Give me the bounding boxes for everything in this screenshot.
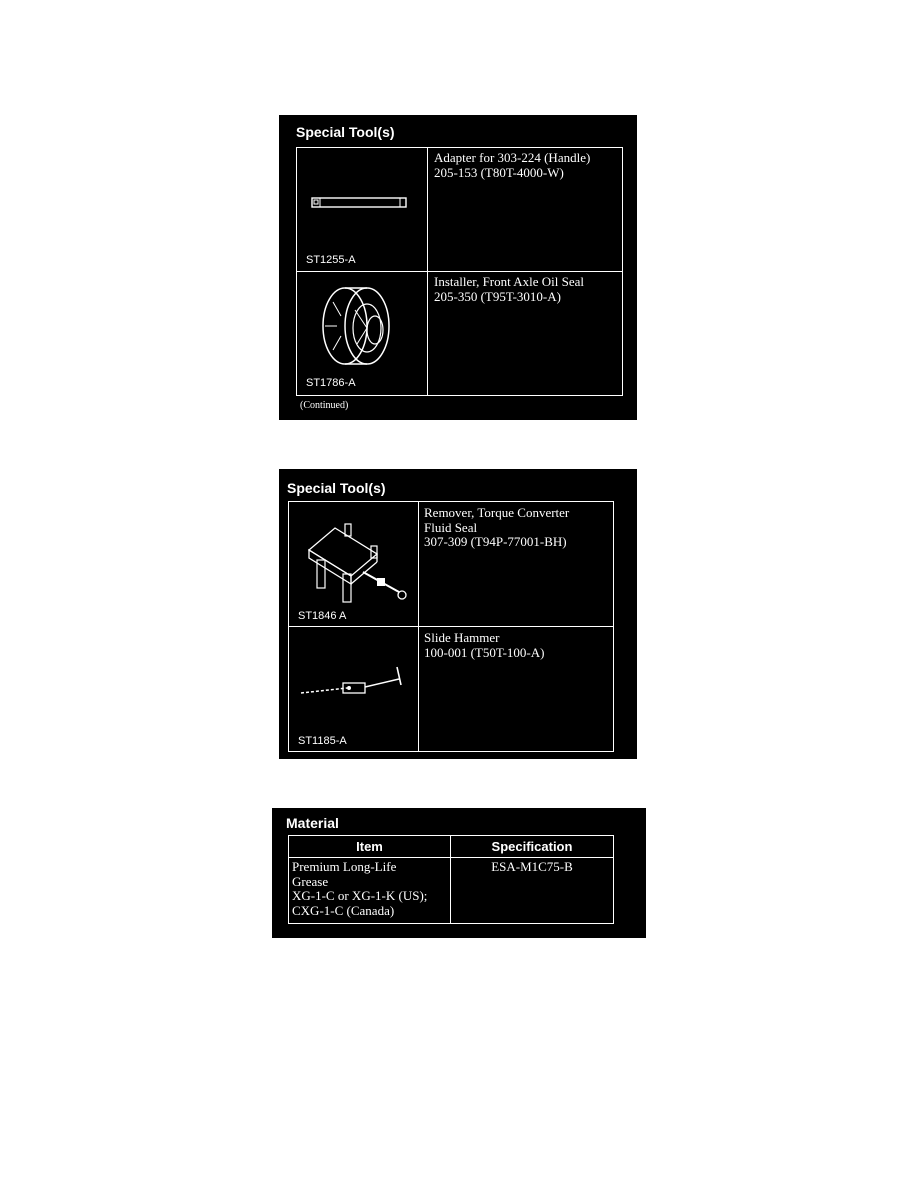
tool-code: ST1786-A [306, 377, 356, 389]
column-header-item: Item [356, 839, 383, 854]
tool-description: Slide Hammer 100-001 (T50T-100-A) [424, 630, 545, 660]
slide-hammer-icon [289, 627, 418, 751]
tools-table [296, 147, 623, 396]
tools-table [288, 501, 614, 752]
column-header-specification: Specification [491, 839, 573, 854]
special-tools-panel-1 [279, 115, 637, 420]
panel-title: Special Tool(s) [296, 124, 395, 140]
material-panel [272, 808, 646, 938]
seal-remover-icon [289, 502, 418, 626]
table-row [289, 627, 613, 751]
tool-description: Adapter for 303-224 (Handle) 205-153 (T80T-4000-W) [434, 150, 591, 180]
panel-title: Material [286, 815, 339, 831]
tool-description: Remover, Torque Converter Fluid Seal 307-309 (T94P-77001-BH) [424, 505, 570, 549]
tool-description: Installer, Front Axle Oil Seal 205-350 (T95T-3010-A) [434, 274, 585, 304]
table-row [297, 272, 622, 395]
material-specification: ESA-M1C75-B [491, 859, 573, 874]
special-tools-panel-2 [279, 469, 637, 759]
tool-code: ST1185-A [298, 735, 347, 747]
material-item: Premium Long-Life Grease XG-1-C or XG-1-K (US); CXG-1-C (Canada) [292, 859, 428, 918]
adapter-handle-icon [297, 148, 427, 271]
tool-code: ST1255-A [306, 254, 356, 266]
material-table [288, 835, 614, 924]
tool-code: ST1846 A [298, 610, 347, 622]
table-row [297, 148, 622, 271]
panel-title: Special Tool(s) [287, 480, 386, 496]
continued-note: (Continued) [300, 400, 349, 411]
table-row [289, 502, 613, 626]
